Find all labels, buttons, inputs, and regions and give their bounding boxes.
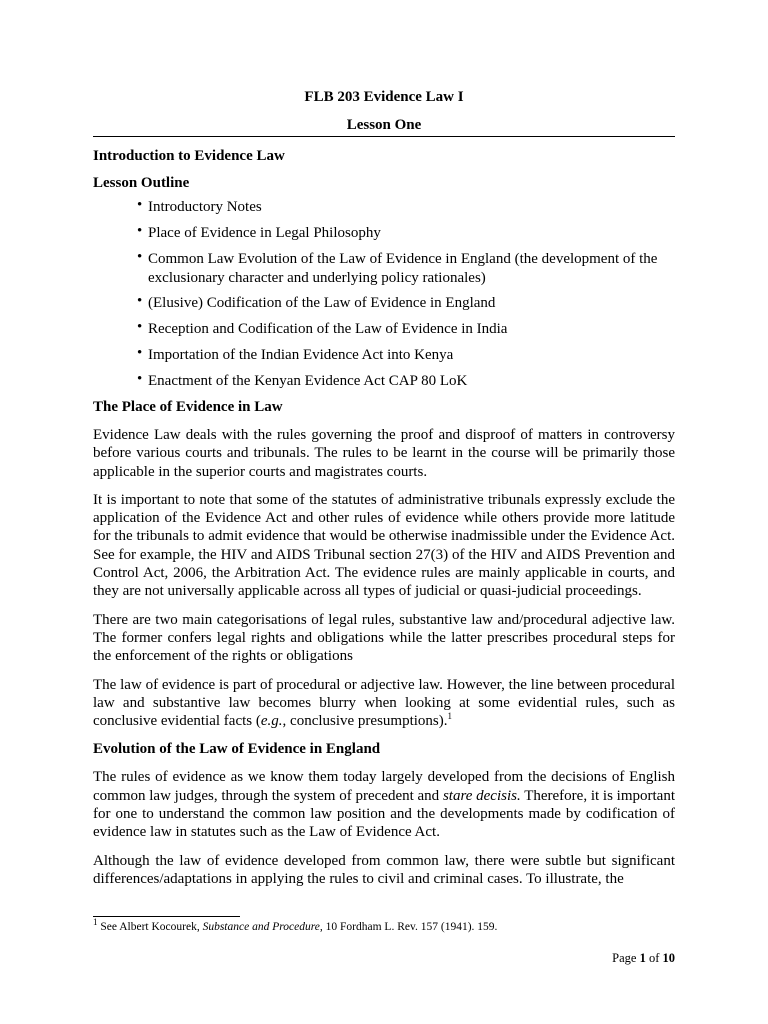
list-item: • Common Law Evolution of the Law of Evidence in England (the development of the exclusionary character and underlying policy rationales)	[137, 249, 658, 286]
list-item: • Introductory Notes	[137, 197, 262, 215]
intro-heading: Introduction to Evidence Law	[93, 148, 285, 164]
bullet-icon: •	[137, 197, 143, 213]
bullet-icon: •	[137, 345, 143, 361]
list-item: • Importation of the Indian Evidence Act into Kenya	[137, 345, 454, 363]
place-paragraph-4: The law of evidence is part of procedural or adjective law. However, the line between procedural law and substantive law becomes blurry when looking at some evidential rules, such as conclusive evidential facts (e.g., conclusive presumptions).$^1$	[93, 676, 675, 730]
list-item: • Enactment of the Kenyan Evidence Act CAP 80 LoK	[137, 371, 468, 389]
footnote: $^1$ See Albert Kocourek, Substance and Procedure, 10 Fordham L. Rev. 157 (1941). 159.	[93, 917, 498, 933]
place-paragraph-3: There are two main categorisations of legal rules, substantive law and/procedural adjective law. The former confers legal rights and obligations while the latter prescribes procedural steps for the enforcement of the rights or obligations	[93, 611, 675, 665]
list-item: • Place of Evidence in Legal Philosophy	[137, 223, 381, 241]
footnote-ref[interactable]: 1	[447, 711, 453, 722]
list-item: • Reception and Codification of the Law of Evidence in India	[137, 319, 508, 337]
list-item: • (Elusive) Codification of the Law of Evidence in England	[137, 293, 496, 311]
bullet-icon: •	[137, 223, 143, 239]
course-title: FLB 203 Evidence Law I	[304, 89, 464, 105]
evolution-paragraph-1: The rules of evidence as we know them today largely developed from the decisions of English common law judges, through the system of precedent and stare decisis. Therefore, it is important for one to understand the common law position and the developments made by codification of evidence law in statutes such as the Law of Evidence Act.	[93, 769, 675, 841]
evolution-paragraph-2: Although the law of evidence developed from common law, there were subtle but significant differences/adaptations in applying the rules to civil and criminal cases. To illustrate, the	[93, 852, 675, 887]
outline-list	[93, 198, 675, 391]
lesson-title: Lesson One	[93, 116, 675, 137]
place-heading: The Place of Evidence in Law	[93, 399, 283, 415]
page-number: Page 1 of 10	[612, 951, 675, 965]
bullet-icon: •	[137, 293, 143, 309]
bullet-icon: •	[137, 319, 143, 335]
bullet-icon: •	[137, 249, 143, 265]
place-paragraph-1: Evidence Law deals with the rules governing the proof and disproof of matters in controversy before various courts and tribunals. The rules to be learnt in the course will be primarily those applicable in the superior courts and magistrates courts.	[93, 427, 675, 480]
document-page	[93, 88, 675, 888]
outline-heading: Lesson Outline	[93, 175, 190, 191]
bullet-icon: •	[137, 371, 143, 387]
evolution-heading: Evolution of the Law of Evidence in England	[93, 741, 381, 758]
place-paragraph-2: It is important to note that some of the statutes of administrative tribunals expressly exclude the application of the Evidence Act and other rules of evidence while others provide more latitude for the tribunals to admit evidence that would be otherwise inadmissible under the Evidence Act. See for example, the HIV and AIDS Tribunal section 27(3) of the HIV and AIDS Prevention and Control Act, 2006, the Arbitration Act. The evidence rules are mainly applicable in courts, and they are not universally applicable across all types of judicial or quasi-judicial proceedings.	[93, 491, 675, 600]
footnote-divider	[93, 916, 240, 917]
